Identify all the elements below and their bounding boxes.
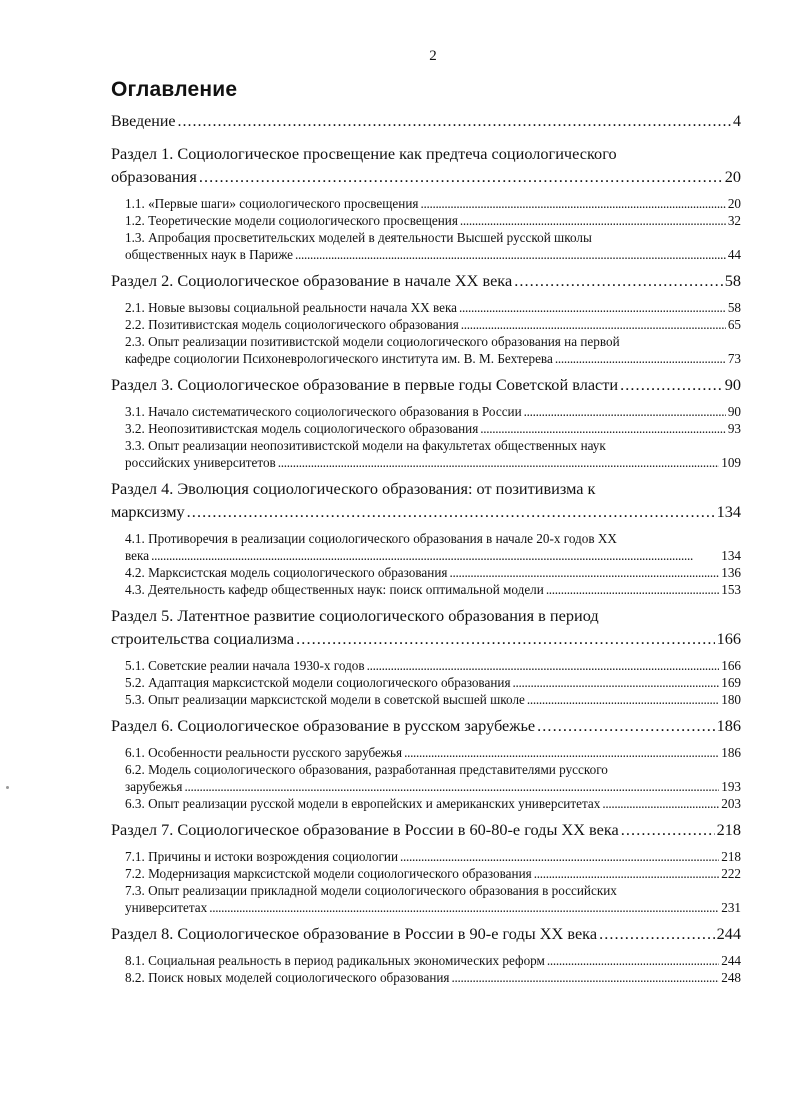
toc-entry-last-line	[125, 899, 741, 916]
toc-subsection-entry[interactable]	[111, 761, 741, 795]
toc-entry-last-line	[125, 952, 741, 969]
toc-entry-last-line	[125, 691, 741, 708]
toc-entry-page: 4	[733, 113, 741, 130]
toc-entry-page: 218	[716, 820, 741, 839]
toc-entry-last-line	[125, 299, 741, 316]
toc-section-heading[interactable]	[111, 142, 741, 188]
dot-leader	[602, 795, 719, 812]
toc-subsection-entry[interactable]	[111, 581, 741, 598]
toc-entry-last-line	[111, 269, 741, 292]
toc-section	[111, 373, 741, 471]
toc-entry-title-line: университетах	[125, 900, 208, 915]
dot-leader	[621, 818, 715, 841]
page-number: 2	[429, 48, 437, 64]
toc-entry-title-line: 5.3. Опыт реализации марксистской модели в советской высшей школе	[125, 692, 525, 707]
toc-section-heading[interactable]	[111, 922, 741, 945]
toc-entry-last-line	[111, 500, 741, 523]
dot-leader	[187, 500, 715, 523]
toc-entry-page: 231	[721, 900, 741, 915]
toc-section	[111, 477, 741, 598]
toc-entry-page: 180	[721, 692, 741, 707]
toc-section-heading[interactable]	[111, 269, 741, 292]
toc-entry-page: 73	[727, 351, 741, 366]
toc-entry-title-line: зарубежья	[125, 779, 183, 794]
toc-entry-page: 90	[727, 404, 741, 419]
toc-subsection-entry[interactable]	[111, 657, 741, 674]
dot-leader	[514, 269, 723, 292]
toc-entry-last-line	[125, 969, 741, 986]
toc-section	[111, 142, 741, 263]
toc-entry-title: Введение	[111, 113, 176, 130]
toc-subsection-entry[interactable]	[111, 316, 741, 333]
toc-entry-page: 203	[721, 796, 741, 811]
toc-entry-title-line: 3.2. Неопозитивистская модель социологического образования	[125, 421, 479, 436]
toc-section	[111, 714, 741, 812]
toc-entry-title-line: 8.1. Социальная реальность в период радикальных экономических реформ	[125, 953, 545, 968]
toc-entry-title-line: марксизму	[111, 502, 185, 521]
toc-entry-last-line	[125, 547, 741, 564]
toc-entry-title-line: Раздел 4. Эволюция социологического образования: от позитивизма к	[111, 479, 596, 498]
toc-entry-last-line	[111, 714, 741, 737]
dot-leader	[534, 865, 720, 882]
dot-leader	[459, 299, 726, 316]
toc-section-heading[interactable]	[111, 373, 741, 396]
toc-entry-last-line	[125, 246, 741, 263]
dot-leader	[151, 547, 719, 564]
toc-subsection-entry[interactable]	[111, 674, 741, 691]
toc-entry-title-line: 7.1. Причины и истоки возрождения социологии	[125, 849, 398, 864]
toc-entry-last-line	[125, 212, 741, 229]
toc-entry-title-line: 5.2. Адаптация марксистской модели социологического образования	[125, 675, 511, 690]
toc-section	[111, 818, 741, 916]
dot-leader	[367, 657, 720, 674]
toc-entry-title-line: российских университетов	[125, 455, 276, 470]
toc-entry-page: 244	[716, 924, 741, 943]
toc-entry-title-line: 3.1. Начало систематического социологического образования в России	[125, 404, 522, 419]
toc-entry-page: 153	[721, 582, 741, 597]
toc-entry-last-line	[125, 350, 741, 367]
toc-entry-title-line: 7.2. Модернизация марксистской модели социологического образования	[125, 866, 532, 881]
toc-entry-last-line	[125, 316, 741, 333]
toc-section-heading[interactable]	[111, 604, 741, 650]
toc-entry-page: 134	[716, 502, 741, 521]
dot-leader	[524, 403, 726, 420]
toc-subsection-entry[interactable]	[111, 195, 741, 212]
toc-subsection-entry[interactable]	[111, 333, 741, 367]
toc-entry-page: 20	[724, 167, 741, 186]
toc-entry-introduction[interactable]	[111, 112, 741, 132]
toc-entry-title-line: 1.2. Теоретические модели социологического просвещения	[125, 213, 458, 228]
toc-entry-title-line: Раздел 8. Социологическое образование в России в 90-е годы XX века	[111, 924, 598, 943]
toc-subsection-entry[interactable]	[111, 952, 741, 969]
toc-entry-title-line: Раздел 3. Социологическое образование в первые годы Советской власти	[111, 375, 619, 394]
dot-leader	[452, 969, 720, 986]
toc-entry-last-line	[111, 165, 741, 188]
dot-leader	[555, 350, 726, 367]
toc-entry-title-line: 1.3. Апробация просветительских моделей в деятельности Высшей русской школы	[125, 230, 592, 245]
toc-entry-title-line: 2.2. Позитивистская модель социологического образования	[125, 317, 459, 332]
toc-subsection-entry[interactable]	[111, 229, 741, 263]
toc-entry-last-line	[125, 778, 741, 795]
toc-entry-title-line: 4.2. Марксистская модель социологического образования	[125, 565, 448, 580]
toc-section	[111, 604, 741, 708]
toc-entry-title-line: Раздел 2. Социологическое образование в начале XX века	[111, 271, 513, 290]
toc-entry-last-line	[111, 922, 741, 945]
toc-subsection-entry[interactable]	[111, 969, 741, 986]
toc-entry-last-line	[111, 627, 741, 650]
toc-entry-page: 136	[721, 565, 741, 580]
toc-entry-title-line: 4.3. Деятельность кафедр общественных наук: поиск оптимальной модели	[125, 582, 544, 597]
toc-subsection-entry[interactable]	[111, 420, 741, 437]
dot-leader	[420, 195, 725, 212]
toc-entry-title-line: 6.3. Опыт реализации русской модели в европейских и американских университетах	[125, 796, 601, 811]
toc-subsection-entry[interactable]	[111, 403, 741, 420]
toc-subsection-entry[interactable]	[111, 882, 741, 916]
toc-entry-page: 193	[721, 779, 741, 794]
toc-entry-last-line	[125, 657, 741, 674]
toc-subsection-entry[interactable]	[111, 691, 741, 708]
toc-entry-last-line	[125, 564, 741, 581]
dot-leader	[620, 373, 723, 396]
toc-entry-page: 44	[727, 247, 741, 262]
toc-entry-last-line	[125, 581, 741, 598]
dot-leader	[513, 674, 720, 691]
toc-entry-page: 248	[721, 970, 741, 985]
toc-subsection-entry[interactable]	[111, 299, 741, 316]
toc-entry-title-line: Раздел 7. Социологическое образование в России в 60-80-е годы XX века	[111, 820, 619, 839]
toc-entry-title-line: общественных наук в Париже	[125, 247, 294, 262]
toc-entry-title-line: 6.1. Особенности реальности русского зарубежья	[125, 745, 403, 760]
toc-entry-title-line: 5.1. Советские реалии начала 1930-х годов	[125, 658, 365, 673]
toc-section-heading[interactable]	[111, 477, 741, 523]
toc-entry-title-line: Раздел 5. Латентное развитие социологического образования в период	[111, 606, 599, 625]
toc-entry-last-line	[125, 195, 741, 212]
toc-subsection-entry[interactable]	[111, 865, 741, 882]
toc-entry-last-line	[125, 744, 741, 761]
toc-entry-title-line: 8.2. Поиск новых моделей социологического образования	[125, 970, 450, 985]
dot-leader	[527, 691, 719, 708]
toc-entry-last-line	[125, 674, 741, 691]
toc-sections	[111, 142, 741, 986]
toc-entry-last-line	[111, 818, 741, 841]
toc-entry-last-line	[125, 848, 741, 865]
toc-section-heading[interactable]	[111, 714, 741, 737]
dot-leader	[449, 564, 719, 581]
dot-leader	[404, 744, 719, 761]
toc-entry-last-line	[111, 373, 741, 396]
toc-entry-page: 58	[724, 271, 741, 290]
toc-subsection-entry[interactable]	[111, 437, 741, 471]
toc-entry-page: 58	[727, 300, 741, 315]
toc-entry-page: 169	[721, 675, 741, 690]
toc-entry-title-line: 3.3. Опыт реализации неопозитивистской модели на факультетах общественных наук	[125, 438, 606, 453]
toc-subsection-entry[interactable]	[111, 530, 741, 564]
toc-subsection-entry[interactable]	[111, 744, 741, 761]
toc-entry-page: 186	[721, 745, 741, 760]
toc-entry-page: 244	[721, 953, 741, 968]
toc-subsection-entry[interactable]	[111, 212, 741, 229]
toc-entry-page: 32	[727, 213, 741, 228]
dot-leader	[599, 922, 715, 945]
toc-entry-last-line	[125, 795, 741, 812]
toc-entry-title-line: 7.3. Опыт реализации прикладной модели социологического образования в российских	[125, 883, 617, 898]
toc-entry-last-line	[125, 454, 741, 471]
toc-entry-title-line: 2.3. Опыт реализации позитивистской модели социологического образования на первой	[125, 334, 620, 349]
toc-entry-page: 166	[721, 658, 741, 673]
dot-leader	[184, 778, 719, 795]
toc-entry-title-line: кафедре социологии Психоневрологического института им. В. М. Бехтерева	[125, 351, 553, 366]
toc-entry-title-line: строительства социализма	[111, 629, 295, 648]
dot-leader	[537, 714, 714, 737]
toc-entry-page: 222	[721, 866, 741, 881]
toc-entry-page: 166	[716, 629, 741, 648]
scan-speck	[6, 786, 9, 789]
dot-leader	[547, 952, 719, 969]
dot-leader	[296, 627, 714, 650]
table-of-contents	[111, 112, 741, 992]
toc-section	[111, 269, 741, 367]
dot-leader	[480, 420, 726, 437]
dot-leader	[199, 165, 723, 188]
toc-entry-title-line: века	[125, 548, 150, 563]
dot-leader	[178, 112, 732, 132]
dot-leader	[295, 246, 726, 263]
toc-entry-title-line: 6.2. Модель социологического образования, разработанная представителями русского	[125, 762, 608, 777]
toc-entry-page: 93	[727, 421, 741, 436]
page-title: Оглавление	[111, 78, 238, 101]
toc-entry-last-line	[125, 420, 741, 437]
toc-entry-title-line: 1.1. «Первые шаги» социологического просвещения	[125, 196, 419, 211]
toc-entry-page: 65	[727, 317, 741, 332]
toc-section-heading[interactable]	[111, 818, 741, 841]
toc-entry-title-line: Раздел 1. Социологическое просвещение как предтеча социологического	[111, 144, 617, 163]
toc-entry-page: 186	[716, 716, 741, 735]
toc-entry-page: 109	[721, 455, 741, 470]
toc-entry-last-line	[125, 403, 741, 420]
toc-section	[111, 922, 741, 986]
dot-leader	[546, 581, 719, 598]
dot-leader	[461, 316, 726, 333]
dot-leader	[460, 212, 726, 229]
dot-leader	[278, 454, 719, 471]
toc-subsection-entry[interactable]	[111, 795, 741, 812]
dot-leader	[400, 848, 719, 865]
toc-subsection-entry[interactable]	[111, 564, 741, 581]
toc-entry-last-line	[125, 865, 741, 882]
toc-entry-title-line: образования	[111, 167, 197, 186]
toc-entry-page: 134	[721, 548, 741, 563]
dot-leader	[209, 899, 719, 916]
toc-entry-title-line: Раздел 6. Социологическое образование в русском зарубежье	[111, 716, 536, 735]
toc-entry-title-line: 2.1. Новые вызовы социальной реальности начала XX века	[125, 300, 458, 315]
toc-entry-page: 90	[724, 375, 741, 394]
toc-subsection-entry[interactable]	[111, 848, 741, 865]
toc-entry-title-line: 4.1. Противоречия в реализации социологического образования в начале 20-х годов XX	[125, 531, 617, 546]
toc-entry-page: 20	[727, 196, 741, 211]
toc-entry-page: 218	[721, 849, 741, 864]
